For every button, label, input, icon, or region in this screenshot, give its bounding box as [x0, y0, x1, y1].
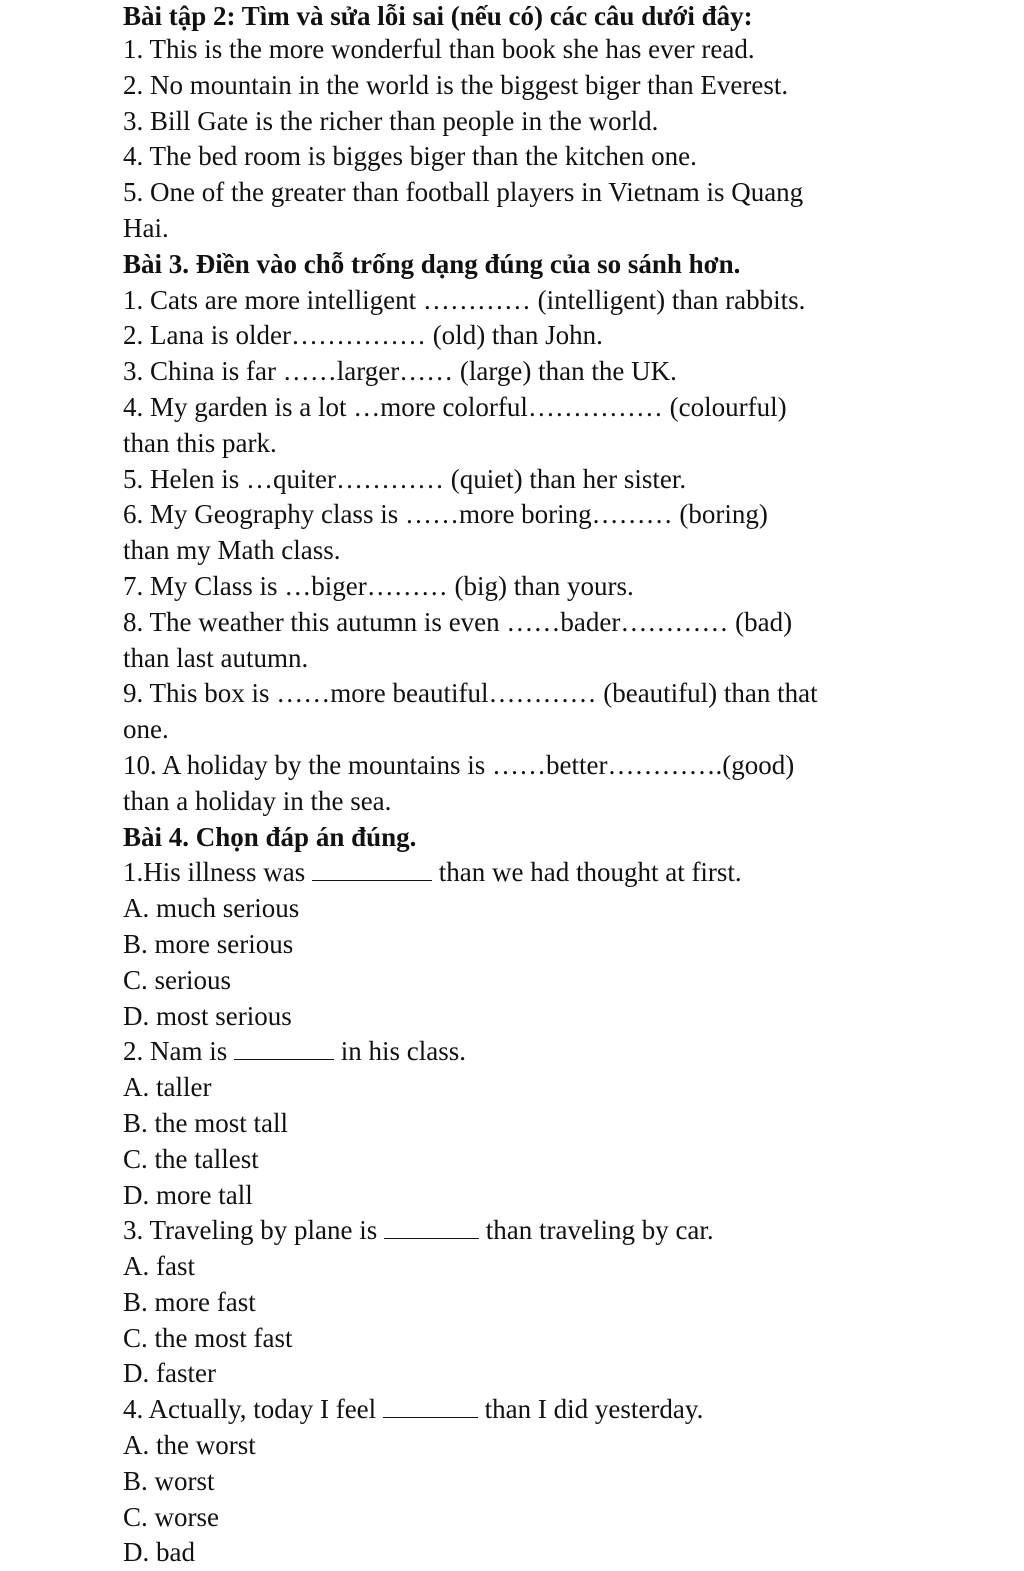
exercise-3-line: 3. China is far ……larger…… (large) than the UK. — [123, 356, 677, 387]
question-2-stem — [123, 1034, 1024, 1070]
answer-blank — [383, 1395, 478, 1418]
exercise-3-line: than my Math class. — [123, 535, 341, 566]
exercise-3-line: than a holiday in the sea. — [123, 785, 392, 816]
exercise-3-line: 6. My Geography class is ……more boring……… (boring) — [123, 499, 768, 530]
question-4-stem — [123, 1392, 1024, 1428]
answer-option: C. the tallest — [123, 1143, 259, 1174]
exercise-3-line: 8. The weather this autumn is even ……bader………… (bad) — [123, 606, 793, 637]
answer-option: A. the worst — [123, 1430, 256, 1461]
question-text: in his class. — [334, 1036, 466, 1067]
exercise-2-line: 2. No mountain in the world is the biggest biger than Everest. — [123, 69, 789, 100]
answer-blank — [312, 858, 432, 881]
exercise-3-line: 7. My Class is …biger……… (big) than yours. — [123, 570, 634, 601]
exercise-3-line: one. — [123, 714, 169, 745]
question-text: 2. Nam is — [123, 1036, 234, 1067]
exercise-3-line: 5. Helen is …quiter………… (quiet) than her sister. — [123, 463, 687, 494]
answer-option: D. faster — [123, 1358, 216, 1389]
answer-option: C. worse — [123, 1501, 219, 1532]
question-text: 3. Traveling by plane is — [123, 1215, 384, 1246]
exercise-2-line: 1. This is the more wonderful than book she has ever read. — [123, 34, 755, 64]
exercise-2-line: 3. Bill Gate is the richer than people in the world. — [123, 105, 659, 136]
answer-option: D. most serious — [123, 1000, 292, 1031]
question-text: than we had thought at first. — [432, 857, 742, 888]
exercise-3-line: 9. This box is ……more beautiful………… (beautiful) than that — [123, 678, 818, 709]
exercise-3-title: Bài 3. Điền vào chỗ trống dạng đúng của so sánh hơn. — [123, 248, 741, 279]
question-3-stem — [123, 1213, 1024, 1249]
exercise-3-line: 10. A holiday by the mountains is ……better………….(good) — [123, 749, 795, 780]
answer-option: B. the most tall — [123, 1107, 288, 1138]
exercise-2-line: 4. The bed room is bigges biger than the kitchen one. — [123, 141, 697, 172]
answer-option: B. worst — [123, 1465, 215, 1496]
answer-option: D. more tall — [123, 1179, 253, 1210]
exercise-2-line: Hai. — [123, 212, 169, 243]
answer-option: A. much serious — [123, 893, 300, 924]
answer-option: A. taller — [123, 1072, 212, 1103]
exercise-3-line: than this park. — [123, 427, 277, 458]
answer-option: D. bad — [123, 1537, 195, 1568]
answer-blank — [234, 1037, 334, 1060]
exercise-3-line: than last autumn. — [123, 642, 309, 673]
answer-option: B. more fast — [123, 1286, 256, 1317]
question-text: than I did yesterday. — [477, 1394, 704, 1425]
answer-option: C. serious — [123, 964, 231, 995]
answer-blank — [384, 1216, 479, 1239]
exercise-3-line: 2. Lana is older…………… (old) than John. — [123, 320, 603, 351]
exercise-4-title: Bài 4. Chọn đáp án đúng. — [123, 821, 417, 852]
answer-option: B. more serious — [123, 928, 294, 959]
question-text: than traveling by car. — [479, 1215, 714, 1246]
exercise-2-line: 5. One of the greater than football players in Vietnam is Quang — [123, 177, 804, 208]
question-text: 4. Actually, today I feel — [123, 1394, 383, 1425]
question-1-stem — [123, 855, 1024, 891]
exercise-3-line: 1. Cats are more intelligent ………… (intelligent) than rabbits. — [123, 284, 806, 315]
exercise-3-line: 4. My garden is a lot …more colorful…………… (colourful) — [123, 391, 787, 422]
question-text: 1.His illness was — [123, 857, 312, 888]
answer-option: C. the most fast — [123, 1322, 293, 1353]
answer-option: A. fast — [123, 1251, 195, 1282]
exercise-2-title: Bài tập 2: Tìm và sửa lỗi sai (nếu có) các câu dưới đây: — [123, 1, 753, 31]
